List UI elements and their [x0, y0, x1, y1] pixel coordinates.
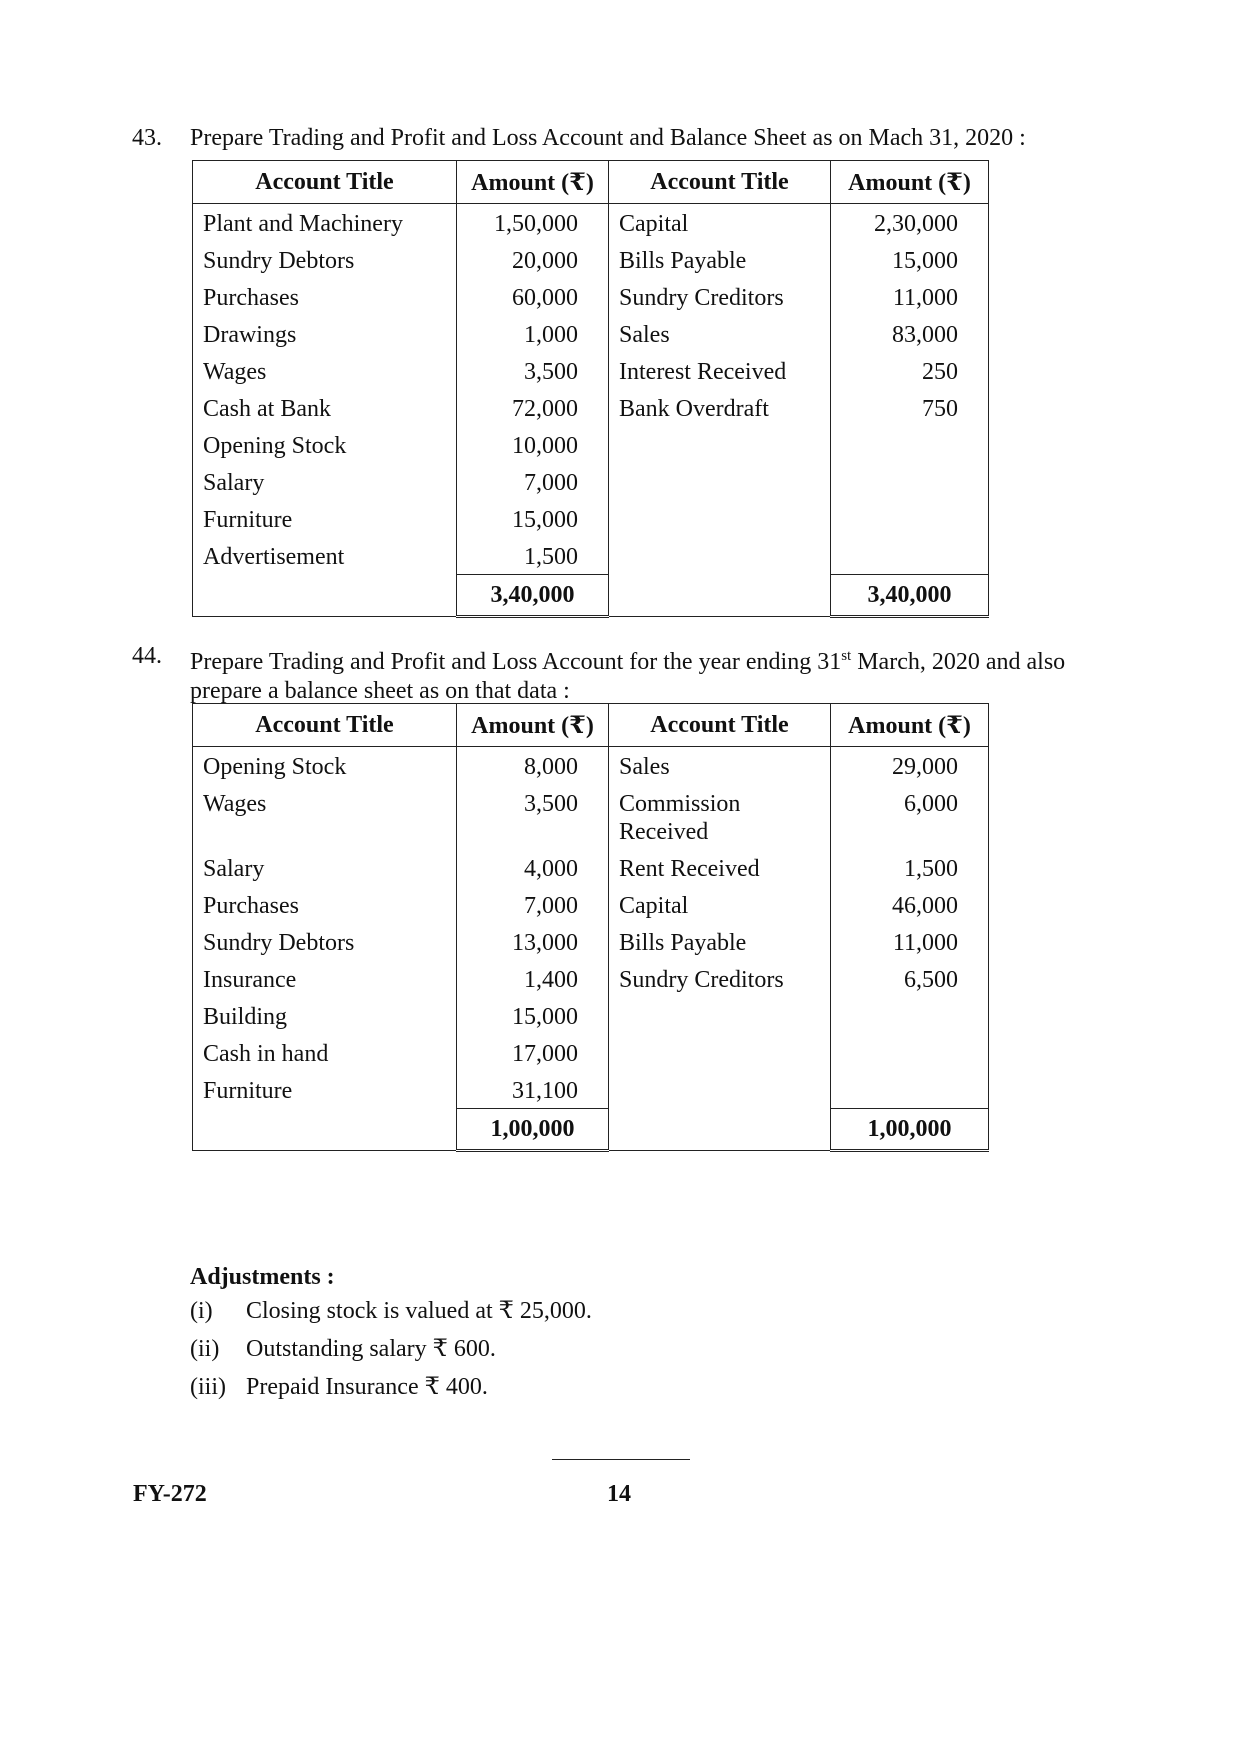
header-amount: Amount (₹)	[831, 161, 989, 204]
table-row	[193, 426, 989, 463]
table-row	[193, 241, 989, 278]
account-title-cell	[609, 463, 831, 500]
account-title-cell	[609, 997, 831, 1034]
paper-code: FY-272	[133, 1481, 207, 1507]
account-title-cell: Capital	[609, 886, 831, 923]
table-row	[193, 1034, 989, 1071]
amount-cell: 1,000	[457, 315, 609, 352]
end-divider	[552, 1459, 690, 1460]
header-amount: Amount (₹)	[831, 704, 989, 747]
amount-cell: 1,400	[457, 960, 609, 997]
table-row	[193, 747, 989, 785]
header-account-title: Account Title	[193, 161, 457, 204]
account-title-cell: Bills Payable	[609, 923, 831, 960]
adjustment-item	[190, 1292, 890, 1330]
table-row	[193, 886, 989, 923]
amount-cell: 250	[831, 352, 989, 389]
amount-cell: 20,000	[457, 241, 609, 278]
amount-cell: 11,000	[831, 923, 989, 960]
adjustment-item	[190, 1368, 890, 1406]
account-title-cell: Opening Stock	[193, 747, 457, 785]
amount-cell	[831, 500, 989, 537]
question-number: 43.	[132, 125, 162, 151]
account-table-44	[192, 703, 989, 1152]
amount-cell	[831, 537, 989, 575]
question-number: 44.	[132, 643, 162, 669]
question-43	[132, 124, 1092, 153]
amount-cell: 15,000	[831, 241, 989, 278]
amount-cell: 7,000	[457, 463, 609, 500]
total-row	[193, 575, 989, 617]
amount-cell: 3,500	[457, 352, 609, 389]
amount-cell: 46,000	[831, 886, 989, 923]
amount-cell: 60,000	[457, 278, 609, 315]
account-title-cell: Sales	[609, 747, 831, 785]
header-amount: Amount (₹)	[457, 704, 609, 747]
account-title-cell: Purchases	[193, 278, 457, 315]
account-title-cell: Furniture	[193, 1071, 457, 1109]
amount-cell: 750	[831, 389, 989, 426]
table-row	[193, 315, 989, 352]
question-44	[132, 642, 1092, 706]
amount-cell: 6,500	[831, 960, 989, 997]
amount-cell	[831, 1034, 989, 1071]
empty-cell	[193, 1109, 457, 1151]
account-title-cell	[609, 1071, 831, 1109]
account-title-cell: Sundry Debtors	[193, 241, 457, 278]
account-title-cell: Opening Stock	[193, 426, 457, 463]
amount-cell: 15,000	[457, 500, 609, 537]
amount-cell: 1,50,000	[457, 204, 609, 242]
amount-cell	[831, 1071, 989, 1109]
table-row	[193, 463, 989, 500]
adjustment-index: (i)	[190, 1298, 213, 1324]
amount-cell: 11,000	[831, 278, 989, 315]
total-row	[193, 1109, 989, 1151]
table-header-row	[193, 704, 989, 747]
account-title-cell: Sundry Debtors	[193, 923, 457, 960]
table-row	[193, 1071, 989, 1109]
adjustment-text: Outstanding salary ₹ 600.	[246, 1336, 496, 1362]
account-title-cell: Salary	[193, 849, 457, 886]
header-amount: Amount (₹)	[457, 161, 609, 204]
total-amount-right: 3,40,000	[831, 575, 989, 617]
amount-cell	[831, 426, 989, 463]
account-title-cell: Wages	[193, 352, 457, 389]
account-title-cell: Advertisement	[193, 537, 457, 575]
empty-cell	[193, 575, 457, 617]
table-row	[193, 960, 989, 997]
header-account-title: Account Title	[193, 704, 457, 747]
account-title-cell: Insurance	[193, 960, 457, 997]
account-title-cell: Plant and Machinery	[193, 204, 457, 242]
empty-cell	[609, 575, 831, 617]
adjustments-heading: Adjustments :	[190, 1264, 335, 1290]
amount-cell: 3,500	[457, 784, 609, 849]
account-title-cell: Rent Received	[609, 849, 831, 886]
adjustment-text: Prepaid Insurance ₹ 400.	[246, 1374, 488, 1400]
table-row	[193, 997, 989, 1034]
amount-cell: 1,500	[831, 849, 989, 886]
account-title-cell	[609, 537, 831, 575]
account-title-cell: Purchases	[193, 886, 457, 923]
amount-cell: 8,000	[457, 747, 609, 785]
amount-cell: 15,000	[457, 997, 609, 1034]
account-title-cell: Drawings	[193, 315, 457, 352]
account-title-cell: Salary	[193, 463, 457, 500]
amount-cell	[831, 463, 989, 500]
table-row	[193, 204, 989, 242]
question-prompt: Prepare Trading and Profit and Loss Account for the year ending 31st March, 2020 and also prepare a balance sheet as on that data :	[190, 648, 1066, 704]
amount-cell: 4,000	[457, 849, 609, 886]
account-title-cell: Sundry Creditors	[609, 960, 831, 997]
adjustment-index: (iii)	[190, 1374, 226, 1400]
table-header-row	[193, 161, 989, 204]
account-title-cell	[609, 426, 831, 463]
table-row	[193, 923, 989, 960]
empty-cell	[609, 1109, 831, 1151]
header-account-title: Account Title	[609, 161, 831, 204]
table-row	[193, 784, 989, 849]
table-row	[193, 352, 989, 389]
account-title-cell: Bills Payable	[609, 241, 831, 278]
amount-cell	[831, 997, 989, 1034]
account-title-cell: Sales	[609, 315, 831, 352]
account-title-cell	[609, 1034, 831, 1071]
amount-cell: 6,000	[831, 784, 989, 849]
adjustment-index: (ii)	[190, 1336, 220, 1362]
table-row	[193, 537, 989, 575]
total-amount-left: 1,00,000	[457, 1109, 609, 1151]
amount-cell: 83,000	[831, 315, 989, 352]
table-row	[193, 389, 989, 426]
amount-cell: 29,000	[831, 747, 989, 785]
account-title-cell: Building	[193, 997, 457, 1034]
table-row	[193, 849, 989, 886]
account-title-cell: Cash at Bank	[193, 389, 457, 426]
amount-cell: 1,500	[457, 537, 609, 575]
account-title-cell: Bank Overdraft	[609, 389, 831, 426]
adjustments-section	[190, 1262, 890, 1406]
account-title-cell: Cash in hand	[193, 1034, 457, 1071]
account-title-cell: Sundry Creditors	[609, 278, 831, 315]
account-title-cell	[609, 500, 831, 537]
table-row	[193, 278, 989, 315]
account-title-cell: Wages	[193, 784, 457, 849]
page-number: 14	[607, 1481, 631, 1507]
account-title-cell: Interest Received	[609, 352, 831, 389]
total-amount-right: 1,00,000	[831, 1109, 989, 1151]
amount-cell: 10,000	[457, 426, 609, 463]
amount-cell: 17,000	[457, 1034, 609, 1071]
table-row	[193, 500, 989, 537]
amount-cell: 72,000	[457, 389, 609, 426]
total-amount-left: 3,40,000	[457, 575, 609, 617]
question-prompt: Prepare Trading and Profit and Loss Account and Balance Sheet as on Mach 31, 2020 :	[190, 125, 1026, 151]
amount-cell: 13,000	[457, 923, 609, 960]
account-table-43	[192, 160, 989, 618]
amount-cell: 7,000	[457, 886, 609, 923]
account-title-cell: Commission Received	[609, 784, 831, 849]
adjustment-item	[190, 1330, 890, 1368]
account-title-cell: Capital	[609, 204, 831, 242]
amount-cell: 2,30,000	[831, 204, 989, 242]
account-title-cell: Furniture	[193, 500, 457, 537]
adjustment-text: Closing stock is valued at ₹ 25,000.	[246, 1298, 592, 1324]
header-account-title: Account Title	[609, 704, 831, 747]
amount-cell: 31,100	[457, 1071, 609, 1109]
